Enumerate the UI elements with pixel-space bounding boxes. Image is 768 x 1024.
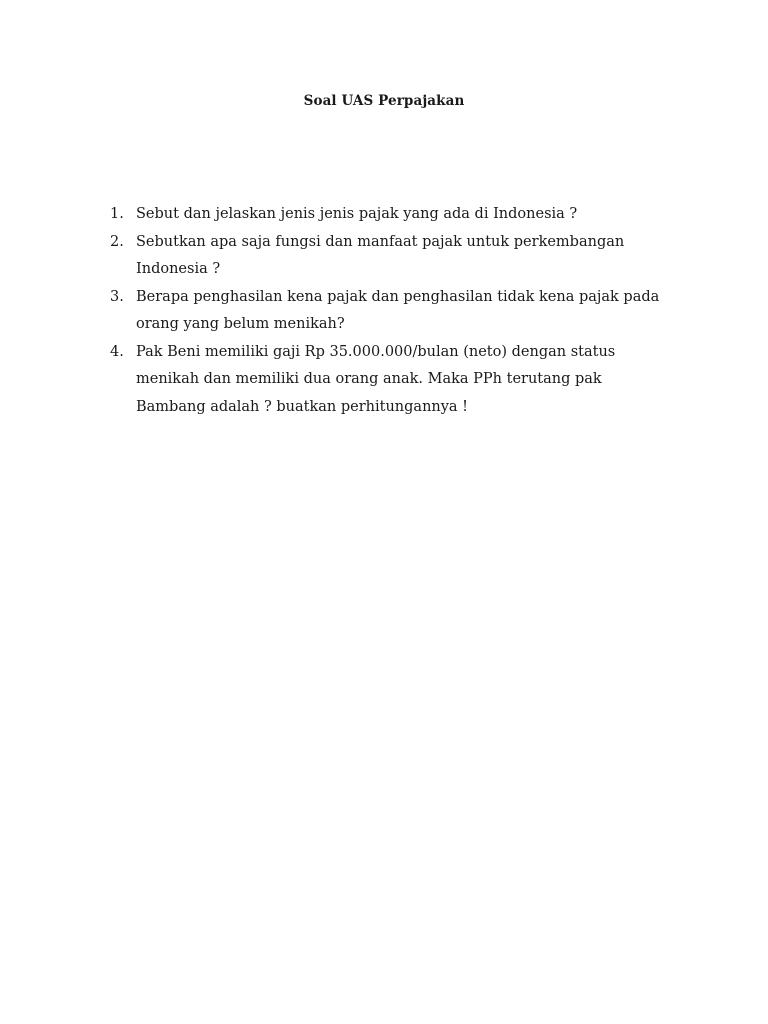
question-item-1	[110, 201, 670, 229]
question-text: Berapa penghasilan kena pajak dan penghasilan tidak kena pajak pada orang yang belum menikah?	[136, 288, 660, 332]
question-number: 4.	[110, 343, 124, 360]
question-text: Sebutkan apa saja fungsi dan manfaat pajak untuk perkembangan Indonesia ?	[136, 233, 625, 277]
question-item-4	[110, 339, 670, 422]
question-number: 1.	[110, 206, 124, 222]
question-text: Sebut dan jelaskan jenis jenis pajak yang ada di Indonesia ?	[136, 206, 578, 222]
document-title: Soal UAS Perpajakan	[303, 93, 465, 109]
question-item-3	[110, 284, 670, 339]
question-text: Pak Beni memiliki gaji Rp 35.000.000/bulan (neto) dengan status menikah dan memiliki dua orang anak. Maka PPh terutang pak Bambang adalah ? buatkan perhitungannya !	[136, 343, 616, 415]
question-list	[110, 201, 670, 421]
question-item-2	[110, 229, 670, 284]
question-number: 2.	[110, 233, 124, 250]
question-number: 3.	[110, 288, 124, 305]
